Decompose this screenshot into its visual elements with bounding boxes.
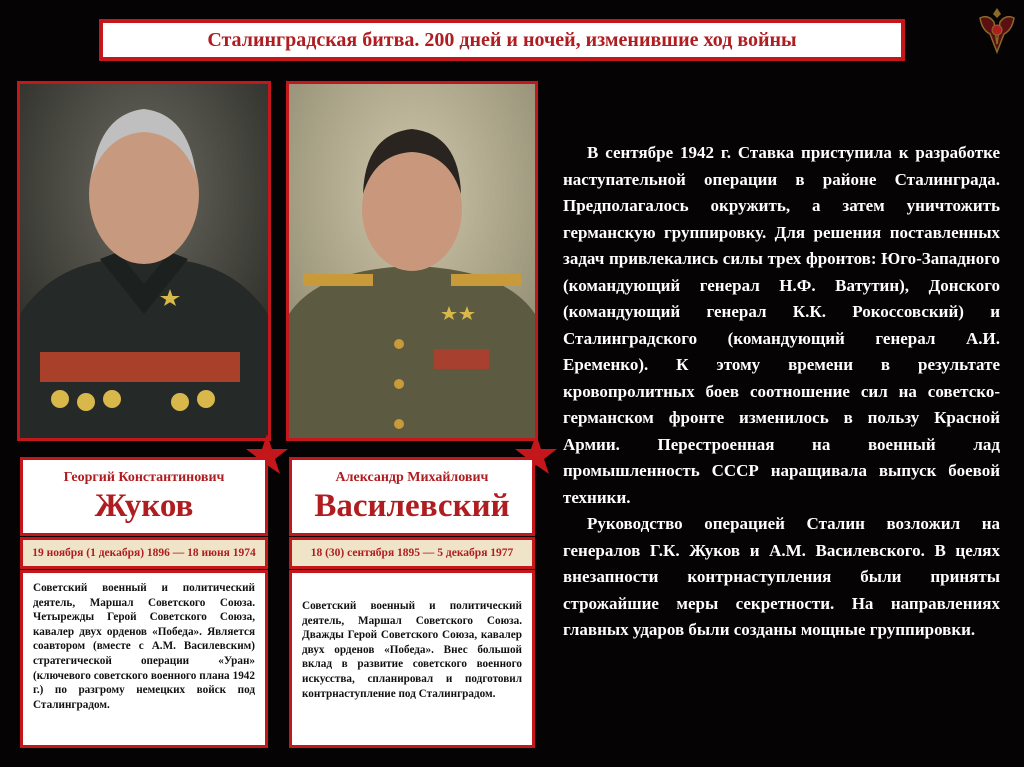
vasilevsky-first-name: Александр Михайлович (335, 470, 489, 485)
vasilevsky-last-name: Василевский (314, 488, 510, 524)
vasilevsky-name-card (289, 457, 535, 536)
zhukov-first-name: Георгий Константинович (63, 470, 225, 485)
page-title: Сталинградская битва. 200 дней и ночей, изменившие ход войны (99, 19, 905, 61)
zhukov-bio (20, 570, 268, 748)
zhukov-last-name: Жуков (94, 488, 194, 524)
zhukov-name-card (20, 457, 268, 536)
vasilevsky-portrait (286, 81, 538, 441)
main-paragraph-2: Руководство операцией Сталин возложил на генералов Г.К. Жуков и А.М. Василевского. В целях внезапности контрнаступления были приняты строжайшие меры секретности. На направлениях главных ударов были созданы мощные группировки. (563, 514, 1000, 639)
main-text (563, 140, 1000, 644)
zhukov-portrait (17, 81, 271, 441)
eagle-emblem-icon (974, 4, 1020, 56)
zhukov-bio-text: Советский военный и политический деятель, Маршал Советского Союза. Четырежды Герой Советского Союза, кавалер двух орденов «Победа». Является соавтором (вместе с А.М. Василевским) стратегической операции «Уран» (ключевого советского военного плана 1942 г.) по разгрому немецких войск под Сталинградом. (33, 582, 255, 711)
vasilevsky-dates: 18 (30) сентября 1895 — 5 декабря 1977 (289, 537, 535, 569)
zhukov-dates: 19 ноября (1 декабря) 1896 — 18 июня 1974 (20, 537, 268, 569)
vasilevsky-bio-text: Советский военный и политический деятель, Маршал Советского Союза. Дважды Герой Советского Союза, кавалер двух орденов «Победа». Внес большой вклад в развитие советского военного искусства, спланировал и подготовил контрнаступление под Сталинградом. (302, 600, 522, 700)
vasilevsky-bio (289, 570, 535, 748)
main-paragraph-1: В сентябре 1942 г. Ставка приступила к разработке наступательной операции в районе Сталинграда. Предполагалось окружить, а затем уничтожить германскую группировку. Для решения поставленных задач привлекались силы трех фронтов: Юго-Западного (командующий генерал Н.Ф. Ватутин), Донского (командующий генерал К.К. Рокоссовский) и Сталинградского (командующий генерал А.И. Еременко). К этому времени в результате кровопролитных боев соотношение сил на советско-германском фронте изменилось в пользу Красной Армии. Перестроенная на военный лад промышленность СССР наращивала выпуск боевой техники. (563, 143, 1000, 507)
